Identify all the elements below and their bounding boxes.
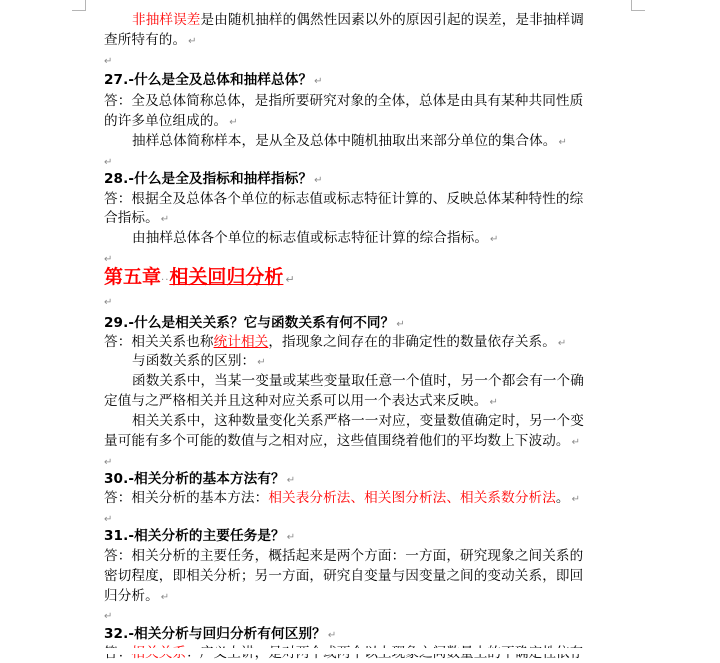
text-span: 密切程度，即相关分析；另一方面，研究自变量与因变量之间的变动关系，即回 [104,568,584,584]
paragraph-mark-icon: ↵ [571,494,581,505]
text-span: 归分析。 [104,588,159,604]
paragraph-mark-icon: ↵ [314,175,323,186]
paragraph-mark-icon: ↵ [489,397,498,408]
text-line [132,371,584,391]
text-span: 由抽样总体各个单位的标志值或标志特征计算的综合指标。 [132,230,489,246]
crop-mark-right [631,0,632,10]
question-heading [104,526,295,548]
text-span: 答：根据全及总体各个单位的标志值或标志特征计算的、反映总体某种特性的综 [104,191,584,207]
text-span: 答：相关关系也称 [104,334,214,350]
text-line [104,431,580,453]
paragraph-mark-icon: ↵ [257,357,266,368]
text-span: 量可能有多个可能的数值与之相对应，这些值围绕着他们的平均数上下波动。 [104,433,570,449]
space-marks: ·· [161,275,170,286]
paragraph-mark-icon: ↵ [104,514,113,525]
text-line [132,10,584,30]
empty-paragraph [104,293,112,313]
question-text: 28.-什么是全及指标和抽样指标？ [104,171,313,187]
text-line [132,131,567,153]
text-line [104,566,583,586]
text-span: 定值与之严格相关并且这种对应关系可以用一个表达式来反映。 [104,393,488,409]
question-heading [104,70,323,92]
paragraph-mark-icon: ↵ [104,457,113,468]
page-cut-edge [0,648,720,654]
question-text: 27.-什么是全及总体和抽样总体？ [104,72,313,88]
paragraph-mark-icon: ↵ [396,319,405,330]
highlight-term: 非抽样误差 [132,12,201,28]
text-line [104,91,583,111]
text-span: 是由随机抽样的偶然性因素以外的原因引起的误差，是非抽样调 [200,12,584,28]
text-line [104,586,169,608]
paragraph-mark-icon: ↵ [188,36,197,47]
text-line [104,189,583,209]
crop-mark-left-h [72,10,86,11]
text-span: 函数关系中，当某一变量或某些变量取任意一个值时，另一个都会有一个确 [132,373,584,389]
paragraph-mark-icon: ↵ [557,338,567,349]
crop-mark-right-h [631,10,645,11]
question-text: 32.-相关分析与回归分析有何区别？ [104,626,326,642]
paragraph-mark-icon: ↵ [104,157,113,168]
paragraph-mark-icon: ↵ [285,273,295,286]
text-line [104,111,238,133]
question-heading [104,169,323,191]
paragraph-mark-icon: ↵ [229,117,238,128]
text-line [104,546,583,566]
text-span: 相关关系中，这种数量变化关系严格一一对应，变量数值确定时，另一个变 [132,413,584,429]
text-span: 的许多单位组成的。 [104,113,228,129]
empty-paragraph [104,52,112,72]
text-line [132,411,584,431]
text-span: 。 [555,490,570,506]
question-text: 31.-相关分析的主要任务是？ [104,528,285,544]
chapter-number: 第五章 [104,266,162,288]
text-line [132,228,499,250]
text-line [132,351,266,373]
paragraph-mark-icon: ↵ [314,76,323,87]
text-line [104,208,169,230]
text-span: 答：相关分析的主要任务，概括起来是两个方面：一方面，研究现象之间关系的 [104,548,584,564]
text-span: 与函数关系的区别： [132,353,256,369]
crop-mark-left [85,0,86,10]
text-line [104,391,498,413]
highlight-term: 相关表分析法、相关图分析法、相关系数分析法 [268,490,556,506]
chapter-heading [104,264,295,294]
text-span: 答：相关分析的基本方法： [104,490,269,506]
text-span: 查所特有的。 [104,32,187,48]
paragraph-mark-icon: ↵ [104,254,113,265]
paragraph-mark-icon: ↵ [160,592,170,603]
paragraph-mark-icon: ↵ [286,532,296,543]
text-line [104,30,197,52]
paragraph-mark-icon: ↵ [160,214,170,225]
paragraph-mark-icon: ↵ [286,475,296,486]
text-line [104,488,580,510]
paragraph-mark-icon: ↵ [571,437,581,448]
paragraph-mark-icon: ↵ [104,611,113,622]
chapter-title: 相关回归分析 [169,266,284,288]
paragraph-mark-icon: ↵ [104,56,113,67]
highlight-term: 统计相关 [213,334,269,350]
text-span: 答：全及总体简称总体，是指所要研究对象的全体，总体是由具有某种共同性质 [104,93,584,109]
text-span: 抽样总体简称样本，是从全及总体中随机抽取出来部分单位的集合体。 [132,133,557,149]
paragraph-mark-icon: ↵ [558,137,567,148]
paragraph-mark-icon: ↵ [327,630,337,641]
text-span: 合指标。 [104,210,159,226]
text-span: ，指现象之间存在的非确定性的数量依存关系。 [268,334,556,350]
question-text: 30.-相关分析的基本方法有？ [104,471,285,487]
paragraph-mark-icon: ↵ [490,234,499,245]
paragraph-mark-icon: ↵ [104,297,113,308]
question-text: 29.-什么是相关关系？它与函数关系有何不同？ [104,315,395,331]
